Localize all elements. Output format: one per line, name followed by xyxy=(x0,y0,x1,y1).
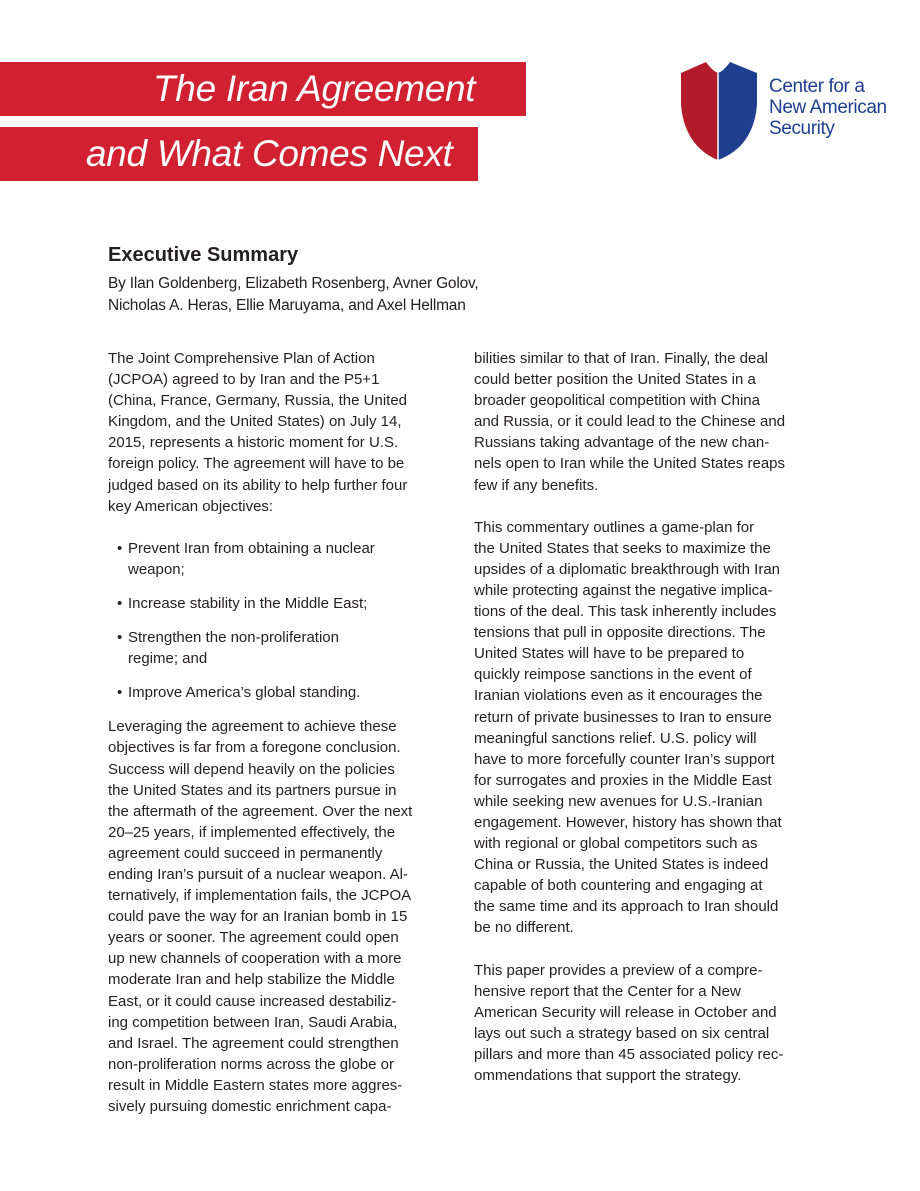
text-line: Improve America’s global standing. xyxy=(128,684,361,702)
text-line: Kingdom, and the United States) on July 14, xyxy=(108,413,402,431)
text-line: tensions that pull in opposite directions. The xyxy=(474,624,766,642)
text-line: years or sooner. The agreement could open xyxy=(108,929,399,947)
text-line: East, or it could cause increased destabiliz- xyxy=(108,992,397,1010)
title-banner-line2 xyxy=(0,127,478,181)
text-line: nels open to Iran while the United States reaps xyxy=(474,455,786,473)
text-line: quickly reimpose sanctions in the event of xyxy=(474,666,752,684)
text-line: Iranian violations even as it encourages the xyxy=(474,687,763,705)
text-line: (China, France, Germany, Russia, the United xyxy=(108,392,408,410)
text-line: meaningful sanctions relief. U.S. policy will xyxy=(474,729,757,747)
right-column xyxy=(474,348,785,1086)
text-line: and Russia, or it could lead to the Chinese and xyxy=(474,413,786,431)
text-line: Increase stability in the Middle East; xyxy=(128,594,368,612)
text-line: ing competition between Iran, Saudi Arabia, xyxy=(108,1013,398,1031)
title-line2: and What Comes Next xyxy=(86,133,453,174)
logo-line2: New American xyxy=(769,97,887,118)
text-line: capable of both countering and engaging at xyxy=(474,877,763,895)
text-line: result in Middle Eastern states more aggres- xyxy=(108,1076,403,1094)
text-line: up new channels of cooperation with a more xyxy=(108,950,402,968)
text-line: weapon; xyxy=(128,560,185,578)
text-line: for surrogates and proxies in the Middle East xyxy=(474,771,772,789)
authors-line: By Ilan Goldenberg, Elizabeth Rosenberg, Avner Golov, xyxy=(108,275,479,292)
text-line: ending Iran’s pursuit of a nuclear weapon. Al- xyxy=(108,865,408,883)
logo-line3: Security xyxy=(769,118,835,139)
text-line: regime; and xyxy=(128,650,208,668)
authors-byline xyxy=(108,273,479,317)
text-line: The Joint Comprehensive Plan of Action xyxy=(108,350,375,367)
text-line: tions of the deal. This task inherently includes xyxy=(474,603,777,621)
text-line: agreement could succeed in permanently xyxy=(108,844,383,862)
authors-line: Nicholas A. Heras, Ellie Maruyama, and Axel Hellman xyxy=(108,297,466,314)
text-line: ternatively, if implementation fails, the JCPOA xyxy=(108,887,412,905)
text-line: lays out such a strategy based on six central xyxy=(474,1024,770,1042)
title-banner-line1 xyxy=(0,62,526,116)
text-line: This commentary outlines a game-plan for xyxy=(474,518,755,536)
list-item xyxy=(108,593,412,614)
text-line: the United States that seeks to maximize the xyxy=(474,539,771,557)
text-line: judged based on its ability to help further four xyxy=(108,476,408,494)
shield-icon xyxy=(680,60,760,162)
text-line: Success will depend heavily on the policies xyxy=(108,760,395,778)
text-line: sively pursuing domestic enrichment capa- xyxy=(108,1098,392,1115)
cnas-logo xyxy=(680,60,900,162)
text-line: with regional or global competitors such as xyxy=(474,835,758,853)
text-line: hensive report that the Center for a New xyxy=(474,982,741,1000)
text-line: engagement. However, history has shown that xyxy=(474,813,782,831)
text-line: the same time and its approach to Iran should xyxy=(474,898,779,916)
bullet-dot: • xyxy=(117,684,123,702)
objectives-list xyxy=(108,538,412,704)
text-line: be no different. xyxy=(474,919,574,937)
left-column xyxy=(108,348,412,1117)
commentary-paragraph xyxy=(474,517,785,939)
text-line: return of private businesses to Iran to ensure xyxy=(474,708,772,726)
section-heading: Executive Summary xyxy=(108,244,299,266)
text-line: non-proliferation norms across the globe or xyxy=(108,1055,394,1073)
text-line: 20–25 years, if implemented effectively, the xyxy=(108,823,396,841)
text-line: pillars and more than 45 associated policy rec- xyxy=(474,1045,784,1063)
text-line: while protecting against the negative implica- xyxy=(474,581,773,599)
text-line: could pave the way for an Iranian bomb in 15 xyxy=(108,908,408,926)
text-line: bilities similar to that of Iran. Finally, the deal xyxy=(474,350,769,367)
list-item xyxy=(108,538,412,580)
text-line: moderate Iran and help stabilize the Middle xyxy=(108,971,395,989)
text-line: could better position the United States in a xyxy=(474,371,756,389)
text-line: few if any benefits. xyxy=(474,476,599,494)
text-line: United States will have to be prepared to xyxy=(474,645,745,663)
text-line: (JCPOA) agreed to by Iran and the P5+1 xyxy=(108,371,380,389)
bullet-dot: • xyxy=(117,629,123,647)
logo-wordmark xyxy=(769,77,887,140)
shield-left-half xyxy=(681,62,718,160)
text-line: American Security will release in October and xyxy=(474,1003,777,1021)
title-line1: The Iran Agreement xyxy=(153,68,476,109)
list-item xyxy=(108,682,412,703)
text-line: while seeking new avenues for U.S.-Iranian xyxy=(474,792,763,810)
bullet-dot: • xyxy=(117,594,123,612)
shield-right-half xyxy=(718,62,757,160)
text-line: broader geopolitical competition with China xyxy=(474,392,760,410)
text-line: Prevent Iran from obtaining a nuclear xyxy=(128,539,375,557)
intro-paragraph xyxy=(108,348,412,517)
text-line: Russians taking advantage of the new chan- xyxy=(474,434,770,452)
list-item xyxy=(108,627,412,669)
text-line: Strengthen the non-proliferation xyxy=(128,629,339,647)
text-line: and Israel. The agreement could strengthen xyxy=(108,1034,399,1052)
text-line: China or Russia, the United States is indeed xyxy=(474,856,769,874)
body-paragraph xyxy=(108,716,412,1117)
text-line: ommendations that support the strategy. xyxy=(474,1067,742,1084)
text-line: have to more forcefully counter Iran’s support xyxy=(474,750,775,768)
logo-line1: Center for a xyxy=(769,76,865,97)
continuation-paragraph xyxy=(474,348,785,496)
text-line: objectives is far from a foregone conclusion. xyxy=(108,739,401,757)
text-line: upsides of a diplomatic breakthrough with Iran xyxy=(474,560,781,578)
preview-paragraph xyxy=(474,960,785,1087)
bullet-dot: • xyxy=(117,539,123,557)
text-line: This paper provides a preview of a compre- xyxy=(474,961,763,979)
text-line: key American objectives: xyxy=(108,497,274,515)
text-line: 2015, represents a historic moment for U.S. xyxy=(108,434,399,452)
text-line: the United States and its partners pursue in xyxy=(108,781,397,799)
text-line: the aftermath of the agreement. Over the next xyxy=(108,802,413,820)
text-line: Leveraging the agreement to achieve these xyxy=(108,718,397,736)
text-line: foreign policy. The agreement will have to be xyxy=(108,455,405,473)
